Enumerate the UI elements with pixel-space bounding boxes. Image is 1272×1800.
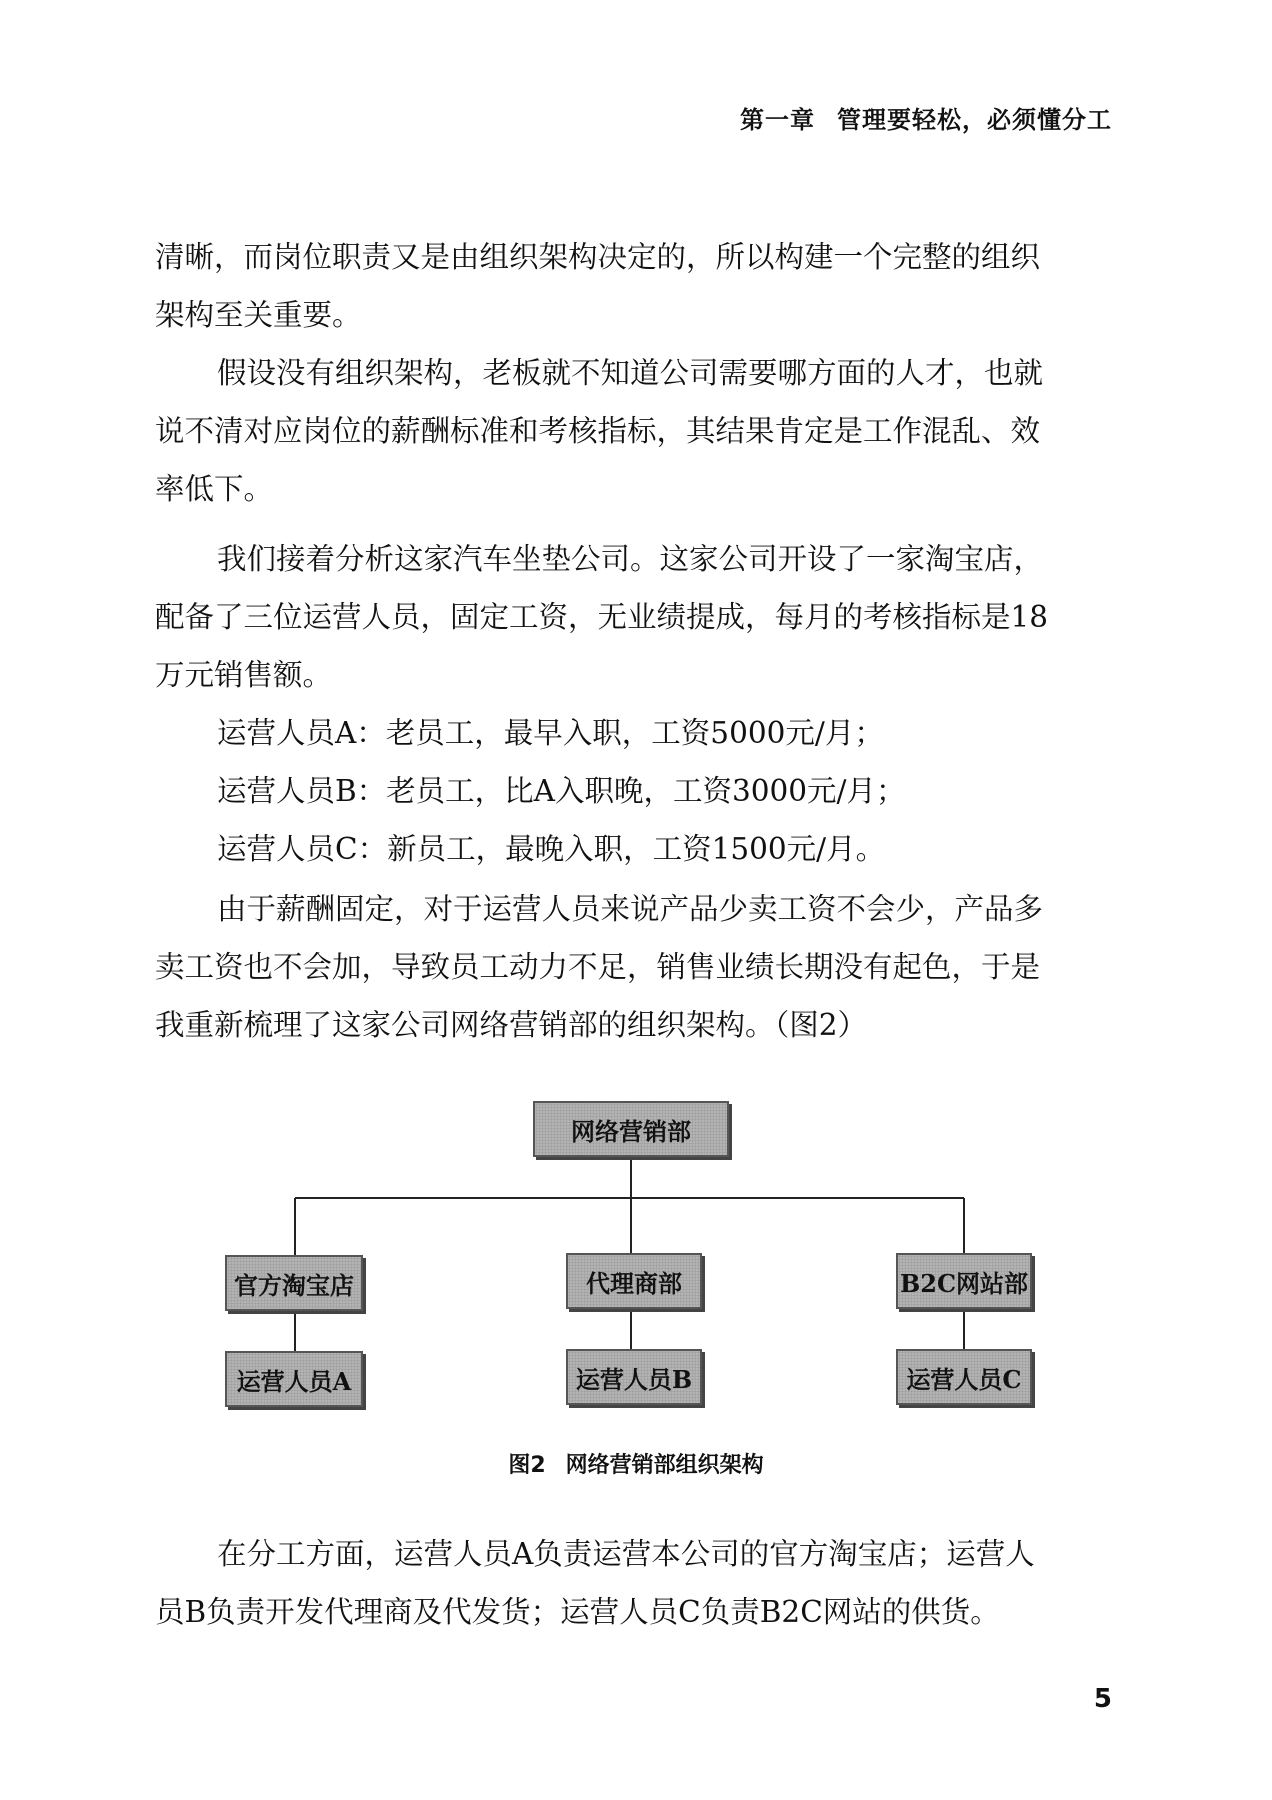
paragraph-analysis: [155, 530, 1115, 704]
figure-number: 图2: [508, 1453, 546, 1478]
staff-item: 运营人员B：老员工，比A入职晚，工资3000元/月；: [217, 774, 906, 808]
paragraph-division: [155, 1525, 1115, 1641]
page-number: 5: [1093, 1684, 1112, 1714]
chapter-title: 管理要轻松，必须懂分工: [837, 106, 1112, 134]
text-line: 我们接着分析这家汽车坐垫公司。这家公司开设了一家淘宝店，: [217, 542, 1044, 576]
org-node-root: 网络营销部: [533, 1101, 729, 1157]
paragraph-assumption: [155, 344, 1115, 518]
text-line: 清晰，而岗位职责又是由组织架构决定的，所以构建一个完整的组织: [155, 240, 1041, 274]
org-node-department: B2C网站部: [896, 1253, 1032, 1309]
chapter-number: 第一章: [740, 106, 815, 134]
text-line: 万元销售额。: [155, 658, 333, 692]
text-line: 说不清对应岗位的薪酬标准和考核指标，其结果肯定是工作混乱、效: [155, 414, 1041, 448]
staff-item: 运营人员A：老员工，最早入职，工资5000元/月；: [217, 716, 884, 750]
text-line: 由于薪酬固定，对于运营人员来说产品少卖工资不会少，产品多: [217, 892, 1044, 926]
org-node-staff: 运营人员B: [566, 1349, 702, 1405]
staff-item: 运营人员C：新员工，最晚入职，工资1500元/月。: [217, 832, 886, 866]
figure-caption: [0, 1448, 1272, 1479]
text-line: 配备了三位运营人员，固定工资，无业绩提成，每月的考核指标是18: [155, 600, 1049, 634]
text-line: 率低下。: [155, 472, 274, 506]
paragraph-block-bold: [155, 228, 1115, 344]
paragraph-reorganize: [155, 880, 1115, 1054]
text-line: 在分工方面，运营人员A负责运营本公司的官方淘宝店；运营人: [217, 1537, 1035, 1571]
org-node-department: 官方淘宝店: [225, 1255, 363, 1311]
org-node-staff: 运营人员C: [896, 1349, 1032, 1405]
text-line: 员B负责开发代理商及代发货；运营人员C负责B2C网站的供货。: [155, 1595, 1000, 1629]
text-line: 假设没有组织架构，老板就不知道公司需要哪方面的人才，也就: [217, 356, 1044, 390]
text-line: 我重新梳理了这家公司网络营销部的组织架构。（图2）: [155, 1008, 868, 1042]
staff-list: [155, 704, 1115, 878]
org-node-department: 代理商部: [566, 1253, 702, 1309]
figure-title: 网络营销部组织架构: [565, 1453, 764, 1478]
text-line: 架构至关重要。: [155, 298, 362, 332]
org-node-staff: 运营人员A: [225, 1351, 363, 1407]
text-line: 卖工资也不会加，导致员工动力不足，销售业绩长期没有起色，于是: [155, 950, 1041, 984]
running-header: [740, 100, 1112, 135]
